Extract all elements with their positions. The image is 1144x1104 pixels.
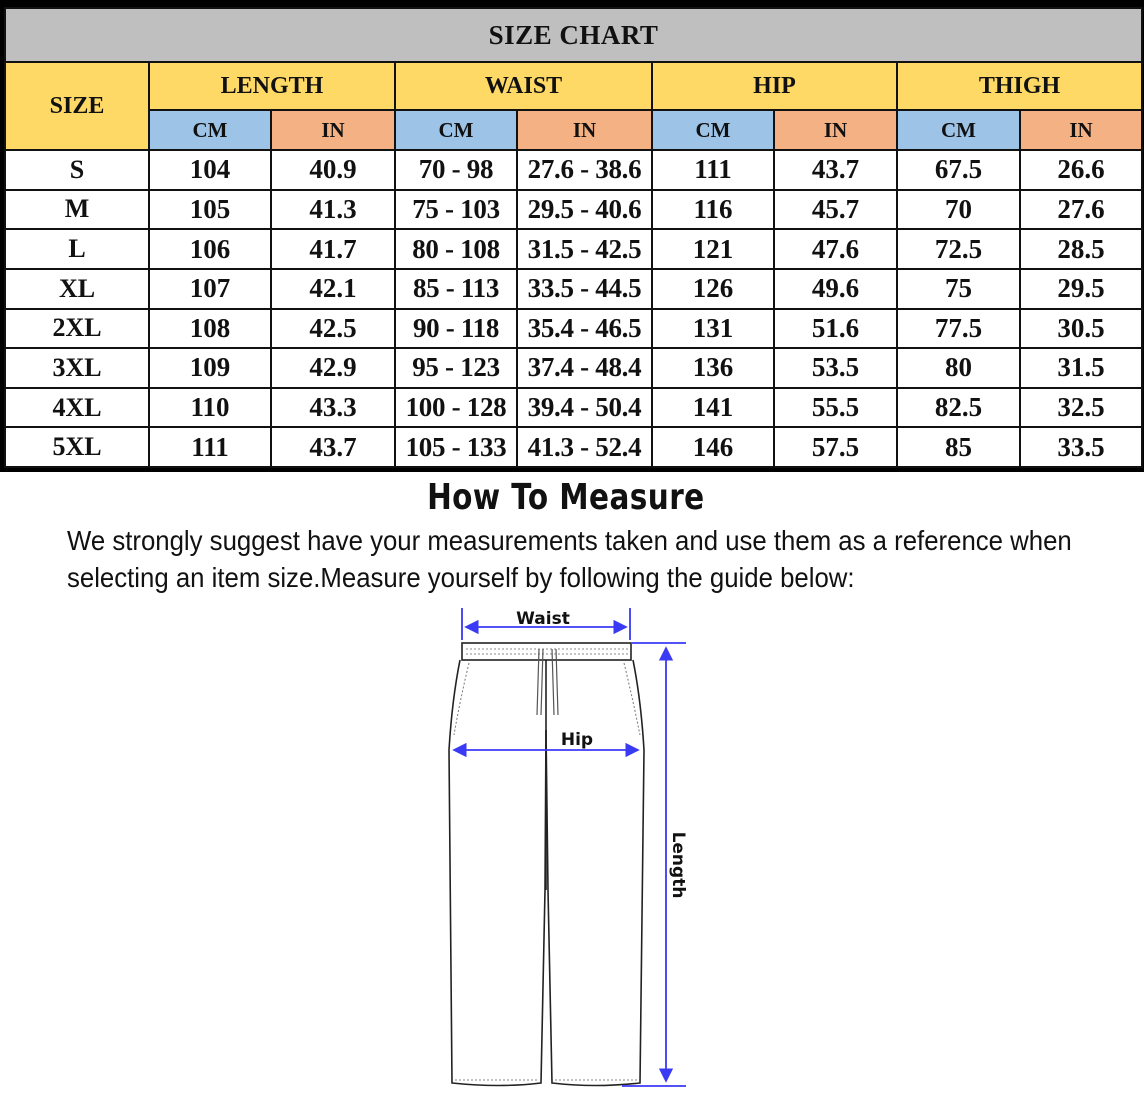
table-cell: 111 xyxy=(652,150,774,190)
unit-header-thigh-cm: CM xyxy=(897,110,1020,150)
instructions-line-2: selecting an item size.Measure yourself by following the guide below: xyxy=(67,562,855,593)
size-label: 2XL xyxy=(5,309,149,349)
table-cell: 95 - 123 xyxy=(395,348,517,388)
table-cell: 121 xyxy=(652,229,774,269)
table-cell: 49.6 xyxy=(774,269,897,309)
table-cell: 75 - 103 xyxy=(395,190,517,230)
size-label: 3XL xyxy=(5,348,149,388)
table-row xyxy=(5,229,1142,269)
table-cell: 51.6 xyxy=(774,309,897,349)
table-cell: 80 xyxy=(897,348,1020,388)
size-column-header: SIZE xyxy=(5,62,149,150)
table-cell: 110 xyxy=(149,388,271,428)
table-cell: 41.3 xyxy=(271,190,395,230)
table-cell: 70 - 98 xyxy=(395,150,517,190)
table-cell: 57.5 xyxy=(774,427,897,467)
table-cell: 43.7 xyxy=(774,150,897,190)
group-header-waist: WAIST xyxy=(395,62,652,110)
table-row xyxy=(5,269,1142,309)
table-cell: 45.7 xyxy=(774,190,897,230)
pants-outline-icon xyxy=(449,643,644,1086)
table-row xyxy=(5,348,1142,388)
table-cell: 42.1 xyxy=(271,269,395,309)
unit-header-length-cm: CM xyxy=(149,110,271,150)
group-header-length: LENGTH xyxy=(149,62,395,110)
table-cell: 37.4 - 48.4 xyxy=(517,348,652,388)
table-row xyxy=(5,309,1142,349)
unit-header-hip-cm: CM xyxy=(652,110,774,150)
table-cell: 85 - 113 xyxy=(395,269,517,309)
table-row xyxy=(5,388,1142,428)
table-cell: 47.6 xyxy=(774,229,897,269)
group-header-thigh: THIGH xyxy=(897,62,1142,110)
table-row xyxy=(5,190,1142,230)
size-label: S xyxy=(5,150,149,190)
table-cell: 43.7 xyxy=(271,427,395,467)
size-label: XL xyxy=(5,269,149,309)
table-cell: 41.7 xyxy=(271,229,395,269)
table-cell: 141 xyxy=(652,388,774,428)
table-cell: 27.6 xyxy=(1020,190,1142,230)
table-cell: 109 xyxy=(149,348,271,388)
table-cell: 67.5 xyxy=(897,150,1020,190)
table-cell: 35.4 - 46.5 xyxy=(517,309,652,349)
chart-title: SIZE CHART xyxy=(5,8,1142,62)
table-cell: 31.5 xyxy=(1020,348,1142,388)
table-cell: 42.9 xyxy=(271,348,395,388)
table-cell: 80 - 108 xyxy=(395,229,517,269)
table-cell: 116 xyxy=(652,190,774,230)
table-cell: 29.5 - 40.6 xyxy=(517,190,652,230)
table-cell: 107 xyxy=(149,269,271,309)
size-chart-table xyxy=(4,7,1143,468)
unit-header-length-in: IN xyxy=(271,110,395,150)
table-cell: 105 xyxy=(149,190,271,230)
instructions-line-1: We strongly suggest have your measurements taken and use them as a reference when xyxy=(67,525,1072,556)
length-label: Length xyxy=(668,831,688,899)
table-cell: 90 - 118 xyxy=(395,309,517,349)
table-row xyxy=(5,150,1142,190)
table-cell: 70 xyxy=(897,190,1020,230)
table-cell: 100 - 128 xyxy=(395,388,517,428)
table-cell: 31.5 - 42.5 xyxy=(517,229,652,269)
table-row xyxy=(5,427,1142,467)
table-cell: 77.5 xyxy=(897,309,1020,349)
table-cell: 72.5 xyxy=(897,229,1020,269)
table-cell: 55.5 xyxy=(774,388,897,428)
table-cell: 53.5 xyxy=(774,348,897,388)
table-cell: 33.5 xyxy=(1020,427,1142,467)
table-cell: 105 - 133 xyxy=(395,427,517,467)
size-chart-body xyxy=(5,150,1142,467)
table-cell: 108 xyxy=(149,309,271,349)
table-cell: 146 xyxy=(652,427,774,467)
size-label: 5XL xyxy=(5,427,149,467)
table-cell: 131 xyxy=(652,309,774,349)
table-cell: 85 xyxy=(897,427,1020,467)
table-cell: 104 xyxy=(149,150,271,190)
table-cell: 33.5 - 44.5 xyxy=(517,269,652,309)
table-cell: 27.6 - 38.6 xyxy=(517,150,652,190)
group-header-hip: HIP xyxy=(652,62,897,110)
unit-header-waist-cm: CM xyxy=(395,110,517,150)
table-cell: 75 xyxy=(897,269,1020,309)
size-label: L xyxy=(5,229,149,269)
waist-label: Waist xyxy=(516,609,570,629)
pants-measurement-diagram xyxy=(400,600,720,1104)
table-cell: 26.6 xyxy=(1020,150,1142,190)
table-cell: 32.5 xyxy=(1020,388,1142,428)
table-cell: 111 xyxy=(149,427,271,467)
table-cell: 82.5 xyxy=(897,388,1020,428)
measurement-arrows xyxy=(454,608,686,1086)
table-cell: 43.3 xyxy=(271,388,395,428)
table-cell: 136 xyxy=(652,348,774,388)
table-cell: 41.3 - 52.4 xyxy=(517,427,652,467)
size-label: 4XL xyxy=(5,388,149,428)
unit-header-hip-in: IN xyxy=(774,110,897,150)
size-chart xyxy=(0,0,1144,472)
how-to-measure-title: How To Measure xyxy=(427,477,705,518)
hip-label: Hip xyxy=(560,730,594,750)
table-cell: 30.5 xyxy=(1020,309,1142,349)
how-to-measure-instructions xyxy=(67,522,1072,596)
table-cell: 106 xyxy=(149,229,271,269)
table-cell: 29.5 xyxy=(1020,269,1142,309)
table-cell: 39.4 - 50.4 xyxy=(517,388,652,428)
table-cell: 42.5 xyxy=(271,309,395,349)
size-label: M xyxy=(5,190,149,230)
table-cell: 40.9 xyxy=(271,150,395,190)
unit-header-waist-in: IN xyxy=(517,110,652,150)
table-cell: 126 xyxy=(652,269,774,309)
unit-header-thigh-in: IN xyxy=(1020,110,1142,150)
table-cell: 28.5 xyxy=(1020,229,1142,269)
